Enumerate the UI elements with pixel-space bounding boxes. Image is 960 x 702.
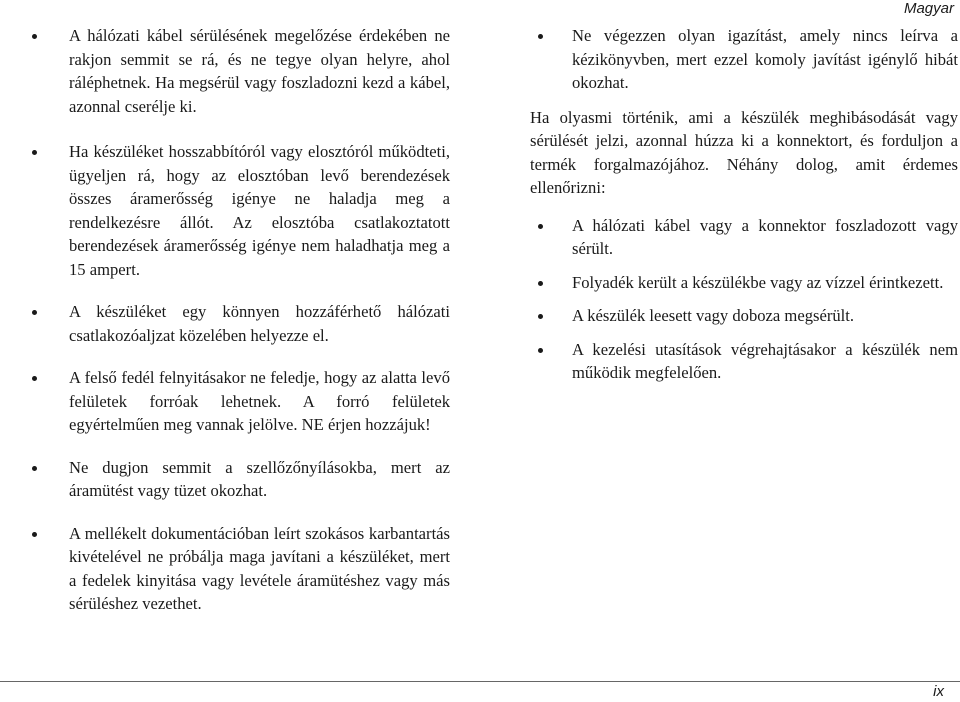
list-item: A mellékelt dokumentációban leírt szokásos karbantartás kivételével ne próbálja maga javítani a készüléket, mert a fedelek kinyitása vagy levétele áramütéshez vagy más sérüléshez vezethet. (0, 522, 450, 616)
left-safety-list (0, 24, 470, 616)
list-item: A készülék leesett vagy doboza megsérült. (506, 304, 958, 328)
list-item: Ne végezzen olyan igazítást, amely nincs leírva a kézikönyvben, mert ezzel komoly javítást igénylő hibát okozhat. (506, 24, 958, 95)
list-item: Ha készüléket hosszabbítóról vagy elosztóról működteti, ügyeljen rá, hogy az elosztóban levő berendezések összes áramerősség igénye ne haladja meg a rendelkezésre állót. Az elosztóba csatlakoztatott berendezések áramerősség igénye nem haladhatja meg a 15 ampert. (0, 140, 450, 281)
list-item: A hálózati kábel sérülésének megelőzése érdekében ne rakjon semmit se rá, és ne tegye olyan helyre, ahol ráléphetnek. Ha megsérül vagy foszladozni kezd a kábel, azonnal cserélje ki. (0, 24, 450, 118)
header-language-label: Magyar (903, 0, 954, 17)
list-item: A felső fedél felnyitásakor ne feledje, hogy az alatta levő felületek forróak lehetnek. A forró felületek egyértelműen meg vannak jelölve. NE érjen hozzájuk! (0, 366, 450, 437)
list-item: A hálózati kábel vagy a konnektor foszladozott vagy sérült. (506, 214, 958, 261)
footer-rule (0, 681, 960, 682)
list-item: A készüléket egy könnyen hozzáférhető hálózati csatlakozóaljzat közelében helyezze el. (0, 300, 450, 347)
page-number: ix (933, 683, 944, 700)
right-top-list (506, 24, 958, 95)
list-item: Folyadék került a készülékbe vagy az vízzel érintkezett. (506, 271, 958, 295)
left-column (0, 0, 470, 616)
malfunction-paragraph: Ha olyasmi történik, ami a készülék meghibásodását vagy sérülését jelzi, azonnal húzza ki a konnektort, és forduljon a termék forgalmazójához. Néhány dolog, amit érdemes ellenőrizni: (530, 107, 958, 197)
malfunction-checklist (506, 214, 958, 385)
list-item: A kezelési utasítások végrehajtásakor a készülék nem működik megfelelően. (506, 338, 958, 385)
list-item: Ne dugjon semmit a szellőzőnyílásokba, mert az áramütést vagy tüzet okozhat. (0, 456, 450, 503)
right-column (506, 0, 958, 385)
